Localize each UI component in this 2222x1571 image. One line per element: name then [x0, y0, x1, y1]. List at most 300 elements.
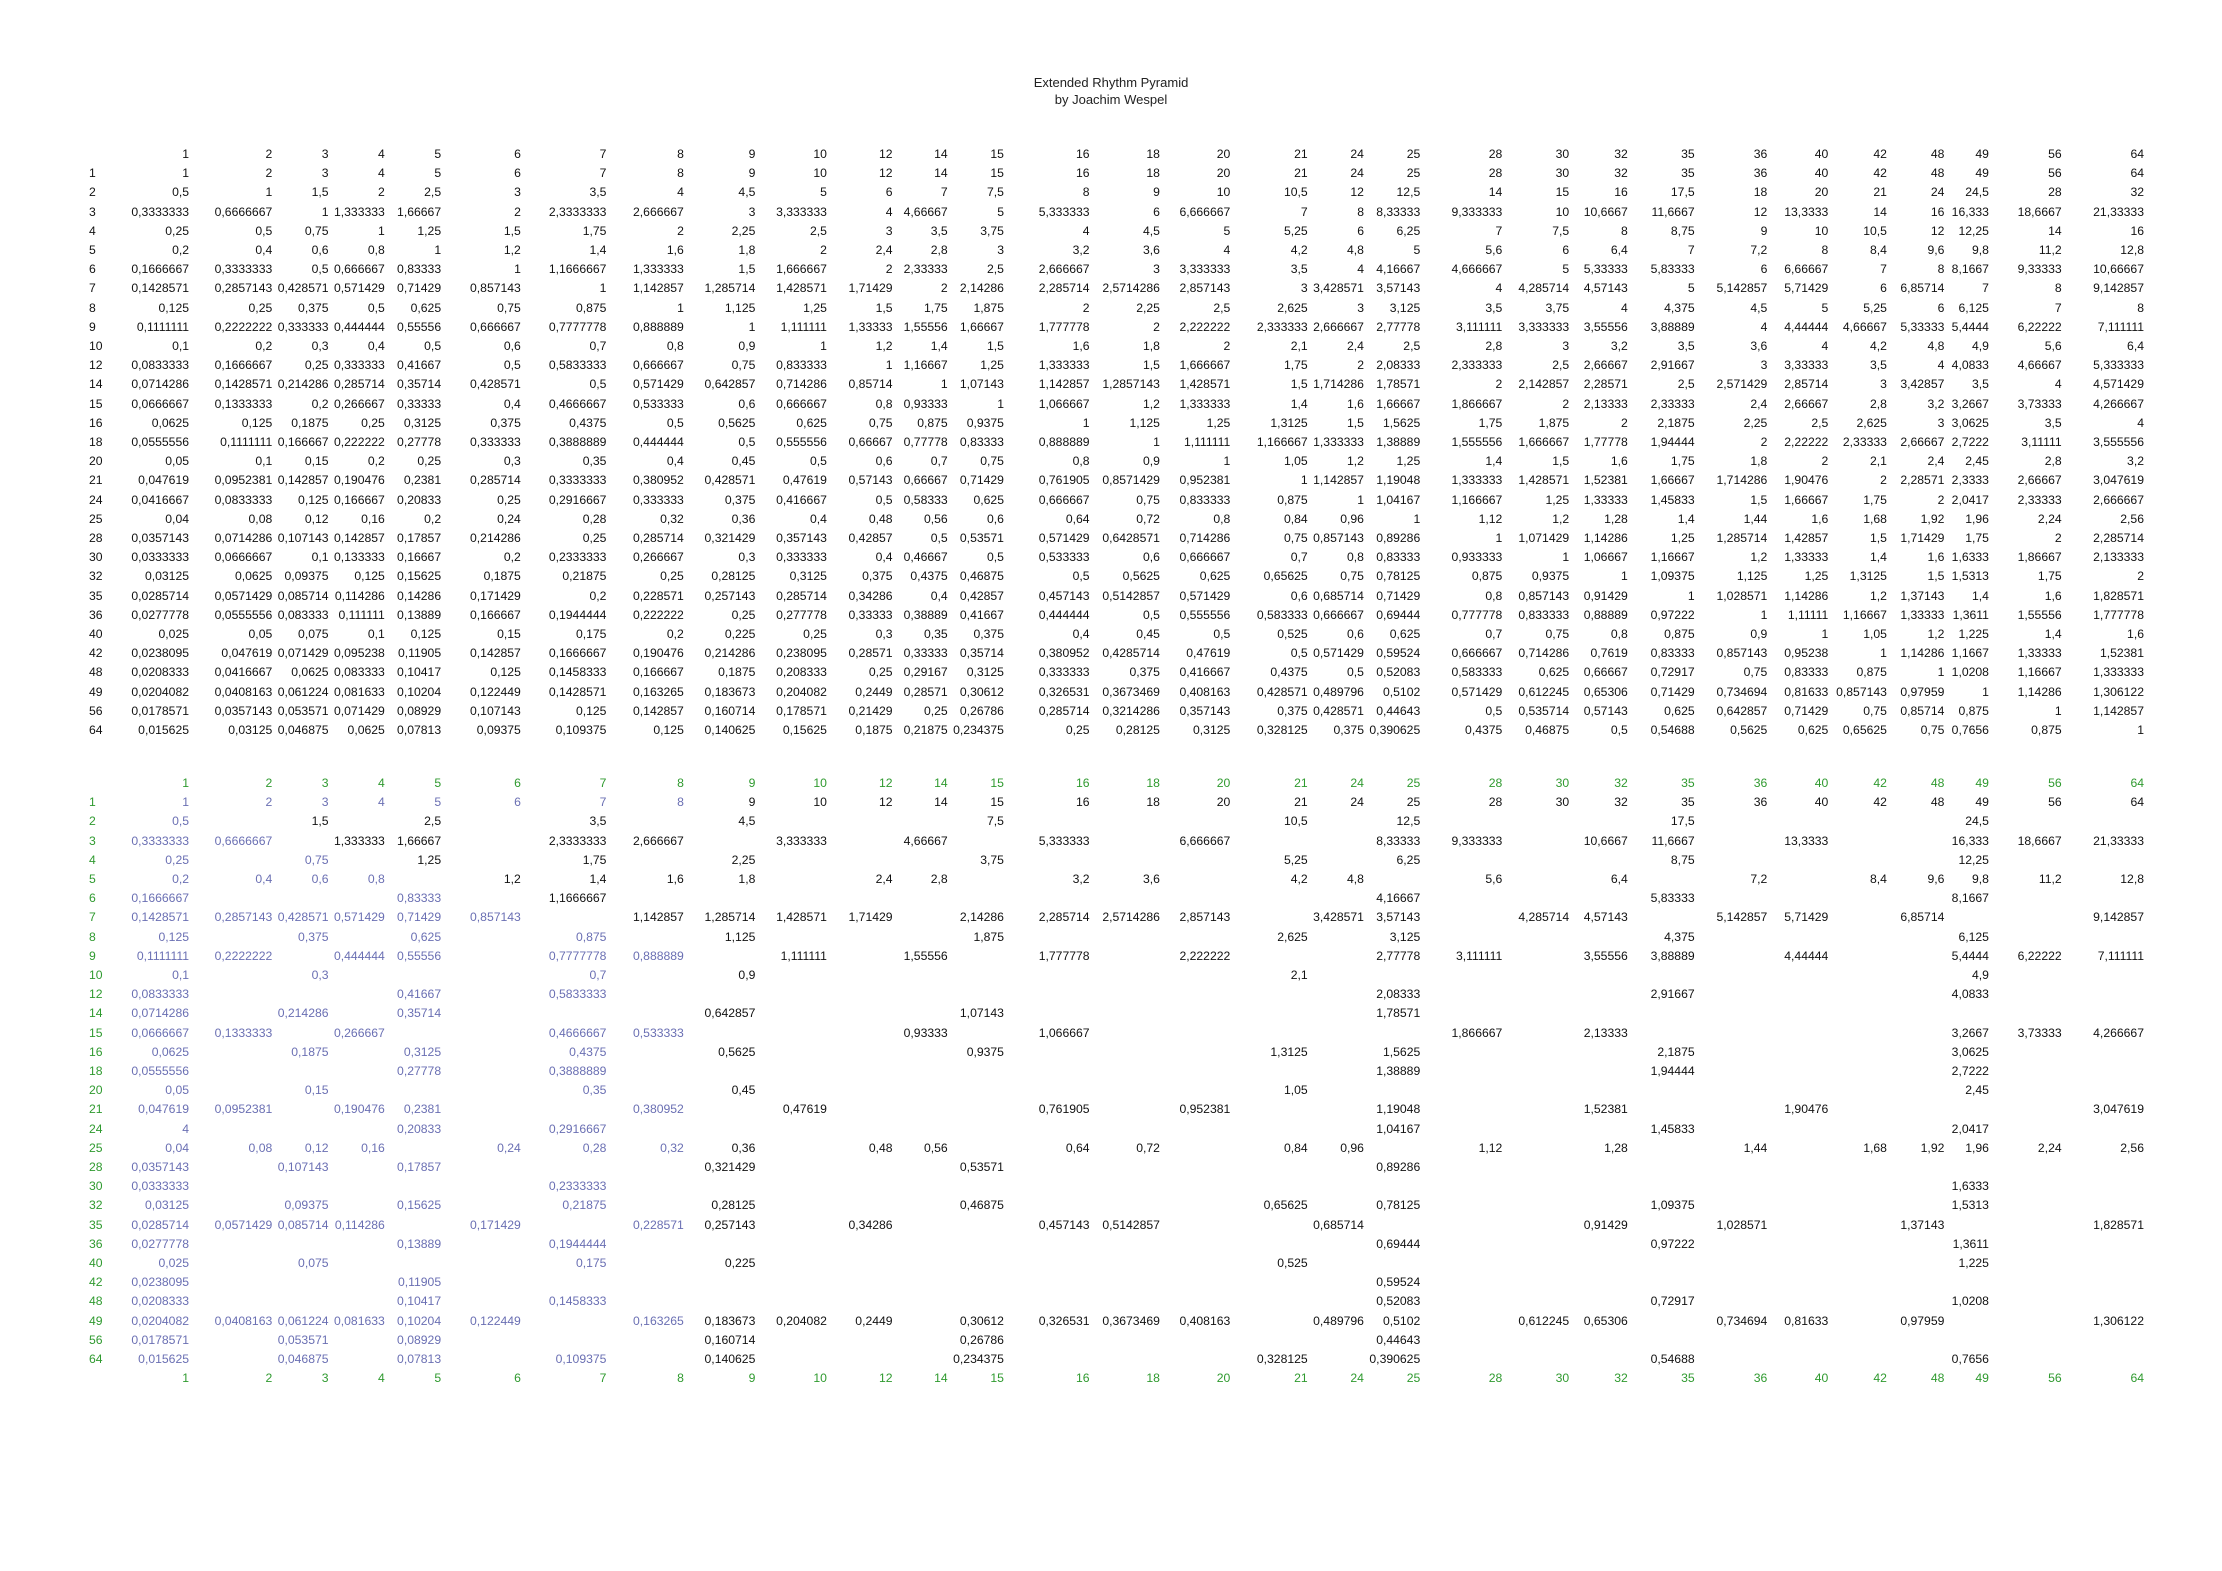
table-cell	[1091, 985, 1161, 1004]
row-header: 28	[89, 1160, 103, 1175]
table-cell: 0,35	[923, 627, 948, 642]
table-cell	[1768, 1273, 1829, 1292]
table-cell	[1309, 832, 1365, 851]
table-cell: 0,666667	[1179, 550, 1231, 565]
table-cell	[1829, 1177, 1888, 1196]
table-cell: 0,4	[367, 339, 385, 354]
table-cell: 1,37143	[1900, 1217, 1945, 1232]
table-cell: 16	[1614, 185, 1628, 200]
column-header: 28	[1488, 1371, 1503, 1386]
table-cell: 0,20833	[397, 1121, 442, 1136]
table-cell: 0,6666667	[214, 833, 273, 848]
table-cell: 0,875	[917, 415, 948, 430]
table-cell	[1421, 889, 1503, 908]
table-cell: 0,222222	[633, 607, 684, 622]
row-header: 18	[89, 1064, 103, 1079]
table-cell: 2	[1937, 492, 1945, 507]
table-cell: 0,1458333	[548, 1294, 607, 1309]
table-cell: 2,5	[1403, 339, 1421, 354]
table-cell: 0,25	[165, 852, 190, 867]
table-cell: 8,33333	[1376, 204, 1421, 219]
table-cell	[1629, 1312, 1696, 1331]
table-cell: 6,66667	[1784, 262, 1829, 277]
table-cell	[607, 1331, 684, 1350]
table-cell: 0,59524	[1376, 646, 1421, 661]
table-cell: 0,489796	[1313, 1313, 1364, 1328]
table-cell	[685, 947, 757, 966]
table-cell: 2,4	[875, 243, 893, 258]
table-cell: 0,2222222	[214, 948, 273, 963]
table-cell: 0,13889	[397, 607, 442, 622]
table-cell	[1309, 812, 1365, 831]
table-cell: 1,3125	[1270, 1044, 1308, 1059]
table-cell: 1	[2054, 703, 2062, 718]
table-cell: 2,5	[987, 262, 1004, 277]
table-cell	[1768, 1216, 1829, 1235]
table-cell: 0,777778	[1451, 607, 1503, 622]
table-cell: 0,525	[1277, 627, 1308, 642]
table-cell: 1,6333	[1951, 550, 1989, 565]
table-cell: 5,6	[1485, 872, 1503, 887]
table-cell: 32	[1614, 795, 1628, 810]
table-cell: 0,0357143	[214, 703, 273, 718]
table-cell	[1421, 1350, 1503, 1369]
table-cell: 0,46875	[959, 1198, 1004, 1213]
table-cell	[442, 947, 522, 966]
table-cell	[1696, 966, 1769, 985]
table-cell: 30	[1555, 166, 1570, 181]
table-cell: 9,142857	[2093, 281, 2144, 296]
table-cell: 2,8	[2044, 454, 2062, 469]
row-header: 25	[89, 1140, 103, 1155]
table-cell	[1990, 1158, 2063, 1177]
table-cell	[1091, 1196, 1161, 1215]
table-cell	[1829, 1043, 1888, 1062]
table-cell	[828, 928, 894, 947]
table-cell	[1829, 1331, 1888, 1350]
table-cell: 2,8	[1869, 396, 1887, 411]
column-header: 6	[514, 1371, 521, 1386]
table-cell: 0,1	[367, 627, 385, 642]
table-cell: 0,5	[589, 377, 607, 392]
table-cell	[894, 1254, 949, 1273]
table-row	[88, 510, 2145, 529]
row-header: 10	[89, 968, 103, 983]
table-cell	[685, 1120, 757, 1139]
table-cell: 0,07813	[397, 723, 442, 738]
table-cell	[1161, 1196, 1231, 1215]
table-cell: 1,75	[1670, 454, 1695, 469]
table-cell: 1,55556	[903, 319, 948, 334]
table-cell: 17,5	[1670, 185, 1695, 200]
table-cell: 64	[2130, 795, 2144, 810]
table-cell: 2,8	[1485, 339, 1503, 354]
table-cell	[1629, 1081, 1696, 1100]
table-cell: 3	[1562, 339, 1570, 354]
column-header: 5	[434, 1371, 442, 1386]
row-header: 12	[89, 987, 103, 1002]
table-cell: 0,081633	[333, 684, 385, 699]
table-cell	[756, 1062, 828, 1081]
table-cell: 7	[1880, 262, 1887, 277]
table-cell: 0,333333	[333, 358, 385, 373]
table-cell	[1829, 1004, 1888, 1023]
table-cell	[828, 1292, 894, 1311]
table-cell: 1,25	[1670, 531, 1695, 546]
table-cell	[1888, 966, 1945, 985]
table-cell: 0,5142857	[1102, 588, 1160, 603]
table-row	[88, 1062, 2145, 1081]
table-cell: 9	[1760, 223, 1768, 238]
table-cell: 1,6	[666, 243, 684, 258]
table-header-row	[88, 774, 2145, 793]
table-cell: 2,666667	[2093, 492, 2144, 507]
table-cell	[949, 1273, 1005, 1292]
table-cell: 0,64	[1065, 1140, 1090, 1155]
table-cell: 1	[1413, 511, 1421, 526]
table-cell	[1696, 947, 1769, 966]
table-cell: 12	[879, 795, 893, 810]
table-cell: 1,777778	[1038, 319, 1090, 334]
table-cell: 16,333	[1951, 204, 1989, 219]
table-cell: 0,35714	[397, 377, 442, 392]
column-header: 4	[378, 147, 385, 161]
table-cell: 0,93333	[903, 1025, 948, 1040]
table-cell: 5,25	[1283, 852, 1308, 867]
table-cell: 2,5	[1811, 415, 1829, 430]
table-cell	[1570, 851, 1629, 870]
table-cell: 1,6	[666, 872, 684, 887]
table-cell: 1	[1821, 627, 1829, 642]
table-cell	[442, 889, 522, 908]
table-cell	[828, 985, 894, 1004]
table-cell: 8	[1821, 243, 1829, 258]
table-cell: 0,666667	[1451, 646, 1503, 661]
table-cell: 0,45	[1136, 627, 1160, 642]
table-cell	[1161, 1331, 1231, 1350]
column-header: 24	[1350, 147, 1364, 161]
table-cell: 0,03125	[144, 1198, 190, 1213]
table-cell: 0,375	[298, 300, 329, 315]
table-cell	[1421, 1158, 1503, 1177]
table-row	[88, 1254, 2145, 1273]
table-cell: 0,5625	[1122, 569, 1160, 584]
table-cell: 0,0952381	[214, 1102, 273, 1117]
table-cell	[1829, 1254, 1888, 1273]
table-cell: 0,15	[304, 454, 329, 469]
table-cell	[190, 1331, 273, 1350]
table-cell: 1,44	[1743, 1140, 1768, 1155]
table-cell: 2	[265, 795, 273, 810]
table-cell: 12,8	[2120, 872, 2144, 887]
table-cell	[756, 928, 828, 947]
table-cell: 0,555556	[1179, 607, 1231, 622]
table-cell: 0,27778	[397, 1064, 442, 1079]
table-cell	[1945, 1273, 1990, 1292]
table-cell: 2	[1760, 435, 1768, 450]
table-cell	[1503, 1216, 1570, 1235]
table-cell: 12	[1350, 185, 1364, 200]
table-cell	[2063, 1273, 2145, 1292]
table-cell: 0,65306	[1583, 1313, 1628, 1328]
table-cell	[1629, 1100, 1696, 1119]
table-cell	[1768, 1331, 1829, 1350]
table-cell: 0,4	[809, 511, 827, 526]
table-cell	[1503, 1292, 1570, 1311]
table-cell: 2	[1880, 473, 1887, 488]
table-cell	[1990, 1120, 2063, 1139]
table-cell: 5	[434, 795, 442, 810]
table-cell: 18	[1146, 166, 1160, 181]
table-cell: 0,166667	[277, 435, 329, 450]
table-cell	[2063, 1043, 2145, 1062]
table-cell	[190, 1062, 273, 1081]
row-header: 21	[89, 1102, 103, 1117]
table-cell	[1888, 1292, 1945, 1311]
table-cell: 2,4	[1750, 396, 1768, 411]
table-cell	[1421, 1235, 1503, 1254]
table-cell: 4,266667	[2093, 1025, 2144, 1040]
table-cell: 9,8	[1972, 872, 1989, 887]
table-cell: 1,828571	[2093, 588, 2144, 603]
table-cell: 8	[677, 795, 684, 810]
table-cell: 1,142857	[1313, 473, 1364, 488]
table-cell: 4,66667	[2017, 358, 2062, 373]
table-cell	[442, 832, 522, 851]
table-cell	[756, 1081, 828, 1100]
table-cell: 0,190476	[333, 473, 385, 488]
table-cell: 0,1428571	[214, 377, 273, 392]
table-cell: 0,428571	[704, 473, 756, 488]
table-cell	[1768, 966, 1829, 985]
table-cell	[1503, 1350, 1570, 1369]
table-cell	[2063, 812, 2145, 831]
table-cell: 36	[1753, 166, 1768, 181]
table-cell: 3,42857	[1900, 377, 1945, 392]
table-cell	[894, 889, 949, 908]
table-cell	[1091, 1100, 1161, 1119]
table-cell	[1696, 1292, 1769, 1311]
table-cell: 2	[1223, 339, 1231, 354]
table-cell: 1,75	[1283, 358, 1308, 373]
table-cell	[685, 1292, 757, 1311]
table-cell	[894, 1158, 949, 1177]
column-header: 15	[990, 776, 1004, 790]
table-cell	[1309, 1158, 1365, 1177]
table-cell: 0,734694	[1716, 1313, 1768, 1328]
table-cell: 0,15	[304, 1083, 329, 1098]
table-cell: 3,5	[1972, 377, 1989, 392]
table-cell: 2	[2054, 531, 2062, 546]
table-cell: 0,46667	[903, 550, 948, 565]
table-cell: 1	[182, 795, 190, 810]
table-cell	[1888, 812, 1945, 831]
table-cell	[1829, 1024, 1888, 1043]
table-cell	[273, 1024, 329, 1043]
table-cell: 0,8	[1347, 550, 1364, 565]
table-cell: 4	[1223, 243, 1231, 258]
table-cell: 0,4375	[910, 569, 948, 584]
table-cell: 4	[677, 185, 684, 200]
table-cell: 2,666667	[1313, 319, 1364, 334]
table-cell: 0,107143	[470, 703, 521, 718]
table-cell: 0,0204082	[131, 684, 190, 699]
table-cell: 2	[1153, 319, 1160, 334]
table-cell: 4,5	[738, 185, 756, 200]
table-cell: 0,32	[660, 1140, 684, 1155]
table-cell: 4,0833	[1951, 987, 1989, 1002]
table-cell: 0,25	[417, 454, 442, 469]
table-cell: 1,875	[973, 300, 1004, 315]
table-cell: 5,71429	[1784, 281, 1829, 296]
table-cell: 0,0333333	[131, 550, 190, 565]
table-cell: 3	[514, 185, 521, 200]
table-row	[88, 203, 2145, 222]
table-cell: 4	[1937, 358, 1945, 373]
table-cell: 0,3888889	[548, 435, 607, 450]
table-cell: 0,380952	[1038, 646, 1090, 661]
table-cell: 0,11905	[397, 646, 442, 661]
table-cell: 2,0417	[1951, 1121, 1989, 1136]
table-cell: 1,38889	[1376, 435, 1421, 450]
table-cell: 8	[1621, 223, 1628, 238]
table-cell	[1570, 1043, 1629, 1062]
table-cell: 0,64	[1065, 511, 1090, 526]
table-cell: 0,75	[304, 223, 329, 238]
table-cell: 1,04167	[1376, 492, 1421, 507]
table-cell: 8	[1082, 185, 1090, 200]
table-cell: 1,875	[1538, 415, 1570, 430]
table-cell: 5,83333	[1650, 891, 1695, 906]
table-cell: 4,66667	[903, 204, 948, 219]
table-cell	[330, 1254, 386, 1273]
table-cell: 9,33333	[2017, 262, 2062, 277]
table-cell: 3,57143	[1376, 281, 1421, 296]
table-cell: 1,94444	[1650, 435, 1695, 450]
table-cell: 5	[997, 204, 1004, 219]
table-cell: 4,5	[1750, 300, 1768, 315]
table-cell: 0,357143	[776, 531, 827, 546]
table-cell: 8	[1937, 262, 1945, 277]
table-cell: 0,375	[1277, 703, 1308, 718]
table-cell	[442, 1043, 522, 1062]
table-cell	[1421, 985, 1503, 1004]
table-cell: 0,0625	[234, 569, 273, 584]
table-cell: 0,1428571	[131, 910, 190, 925]
table-cell: 4,5	[738, 814, 756, 829]
table-cell: 0,54688	[1650, 1352, 1695, 1367]
table-cell: 0,3214286	[1102, 703, 1160, 718]
table-cell: 3,0625	[1951, 415, 1989, 430]
table-cell: 0,408163	[1179, 684, 1231, 699]
table-cell: 9,6	[1927, 872, 1945, 887]
table-cell	[685, 1235, 757, 1254]
table-cell: 0,328125	[1256, 1352, 1308, 1367]
table-cell: 1,2	[1552, 511, 1570, 526]
column-header: 35	[1681, 776, 1695, 790]
table-cell	[1945, 1331, 1990, 1350]
table-cell: 0,1875	[483, 569, 521, 584]
table-cell: 1,92	[1920, 511, 1945, 526]
table-cell	[1888, 1350, 1945, 1369]
table-cell	[949, 1139, 1005, 1158]
table-cell: 0,071429	[277, 646, 329, 661]
table-cell: 3	[1880, 377, 1887, 392]
table-cell: 3	[748, 204, 756, 219]
table-cell	[1629, 1331, 1696, 1350]
table-row	[88, 889, 2145, 908]
table-cell: 2	[677, 223, 684, 238]
table-cell: 5,333333	[1038, 833, 1090, 848]
column-header: 30	[1555, 776, 1570, 790]
table-cell	[1503, 1081, 1570, 1100]
table-cell: 25	[1406, 166, 1421, 181]
table-cell: 9,333333	[1451, 204, 1503, 219]
table-cell: 0,208333	[776, 665, 827, 680]
table-cell: 2	[2137, 569, 2144, 584]
table-cell: 1	[940, 377, 948, 392]
table-cell	[1091, 1004, 1161, 1023]
table-cell	[522, 1273, 608, 1292]
table-cell: 0,71429	[959, 473, 1004, 488]
table-cell: 0,71429	[397, 281, 442, 296]
table-cell	[2063, 1196, 2145, 1215]
table-cell: 0,333333	[776, 550, 827, 565]
table-cell: 0,857143	[470, 281, 521, 296]
table-cell: 10	[1814, 223, 1829, 238]
table-cell	[756, 1139, 828, 1158]
table-row	[88, 529, 2145, 548]
table-cell: 0,55556	[397, 948, 442, 963]
column-header: 36	[1753, 147, 1768, 161]
table-cell: 0,89286	[1376, 531, 1421, 546]
column-header: 12	[879, 147, 893, 161]
table-cell	[1091, 851, 1161, 870]
table-cell: 0,5	[311, 262, 329, 277]
table-cell: 0,125	[298, 492, 329, 507]
table-cell	[1696, 1273, 1769, 1292]
table-cell: 1,428571	[776, 910, 827, 925]
table-cell	[2063, 1004, 2145, 1023]
table-cell: 0,8	[1610, 627, 1628, 642]
table-cell: 28	[1488, 795, 1503, 810]
column-header: 16	[1076, 776, 1090, 790]
table-cell: 0,3	[738, 550, 756, 565]
table-cell: 2,857143	[1179, 281, 1231, 296]
table-cell: 0,428571	[1313, 703, 1364, 718]
table-cell	[1421, 851, 1503, 870]
table-cell	[894, 1331, 949, 1350]
table-cell: 4,0833	[1951, 358, 1989, 373]
table-cell: 16	[1076, 795, 1090, 810]
table-cell: 0,457143	[1038, 588, 1090, 603]
table-cell: 0,5625	[1730, 723, 1768, 738]
table-cell: 7,5	[987, 814, 1004, 829]
table-cell	[1421, 1004, 1503, 1023]
table-cell	[1231, 832, 1308, 851]
table-cell	[1231, 985, 1308, 1004]
table-cell: 1	[378, 223, 385, 238]
table-cell	[949, 889, 1005, 908]
table-cell	[1503, 1043, 1570, 1062]
table-cell: 0,183673	[704, 684, 756, 699]
table-cell: 0,666667	[1313, 607, 1364, 622]
row-header: 8	[89, 929, 96, 944]
table-cell	[2063, 985, 2145, 1004]
table-cell: 0,7	[1290, 550, 1308, 565]
table-cell: 1,5	[503, 223, 521, 238]
table-cell: 24,5	[1965, 185, 1989, 200]
